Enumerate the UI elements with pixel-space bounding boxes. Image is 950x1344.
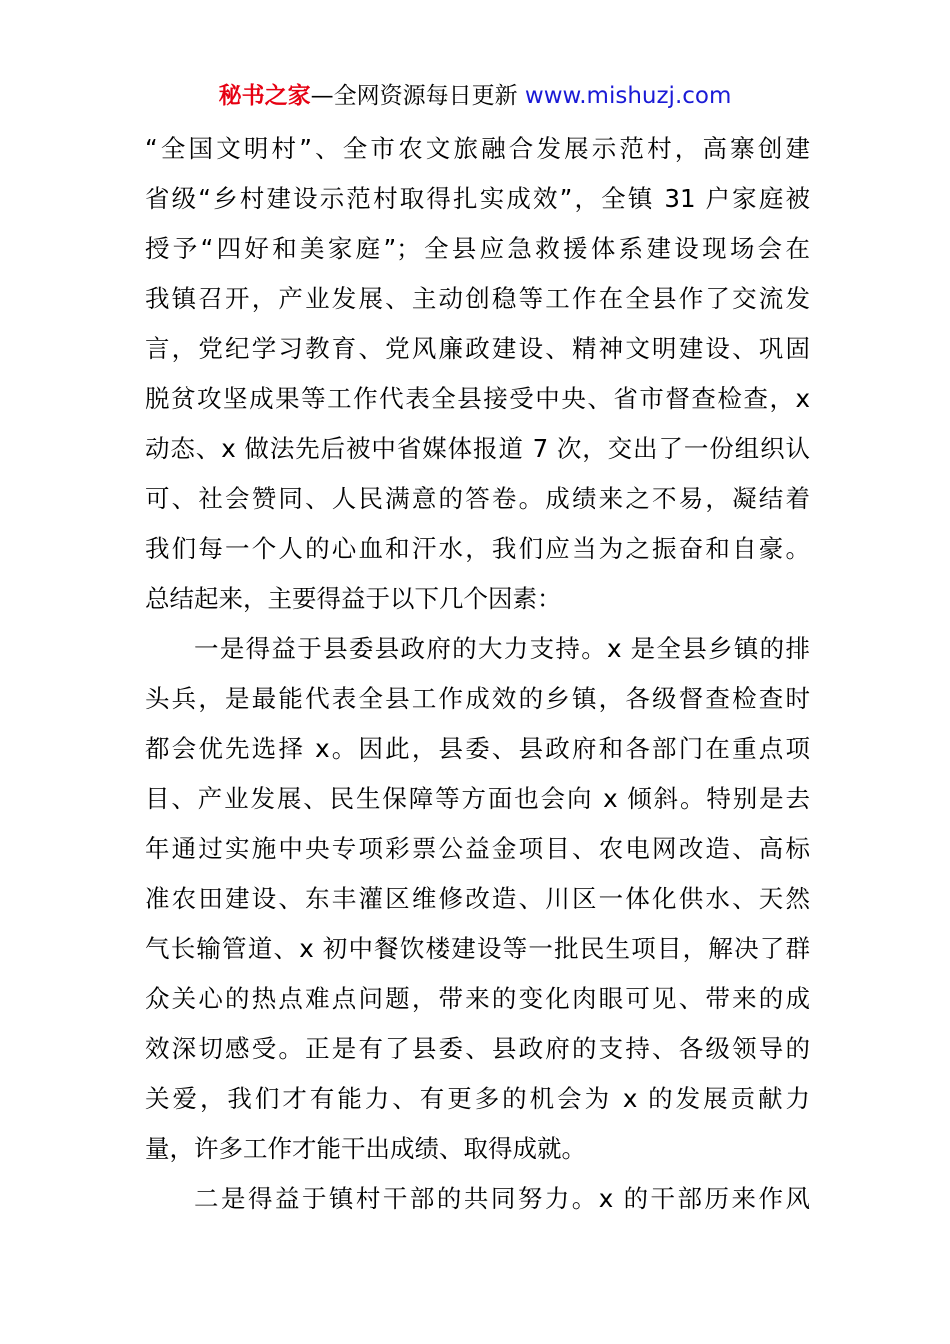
brand-name: 秘书之家: [218, 83, 311, 109]
paragraph-start-line: 一是得益于县委县政府的大力支持。x 是全县乡镇的排: [194, 634, 810, 663]
text-line: 省级“乡村建设示范村取得扎实成效”，全镇 31 户家庭被: [145, 184, 810, 213]
text-line: 动态、x 做法先后被中省媒体报道 7 次，交出了一份组织认: [145, 434, 810, 463]
text-line: 脱贫攻坚成果等工作代表全县接受中央、省市督查检查，x: [145, 384, 810, 413]
text-line: 言，党纪学习教育、党风廉政建设、精神文明建设、巩固: [145, 334, 810, 363]
document-body: [145, 124, 810, 1224]
text-line: 我们每一个人的心血和汗水，我们应当为之振奋和自豪。: [145, 534, 810, 563]
text-line: 效深切感受。正是有了县委、县政府的支持、各级领导的: [145, 1034, 810, 1063]
text-line: 都会优先选择 x。因此，县委、县政府和各部门在重点项: [145, 734, 810, 763]
text-line: 关爱，我们才有能力、有更多的机会为 x 的发展贡献力: [145, 1084, 810, 1113]
text-line: 头兵，是最能代表全县工作成效的乡镇，各级督查检查时: [145, 684, 810, 713]
text-line: 总结起来，主要得益于以下几个因素：: [145, 584, 562, 613]
text-line: 可、社会赞同、人民满意的答卷。成绩来之不易，凝结着: [145, 484, 810, 513]
text-line: 众关心的热点难点问题，带来的变化肉眼可见、带来的成: [145, 984, 810, 1013]
text-line: 授予“四好和美家庭”；全县应急救援体系建设现场会在: [145, 234, 810, 263]
header-tagline: —全网资源每日更新: [310, 83, 525, 109]
text-line: 准农田建设、东丰灌区维修改造、川区一体化供水、天然: [145, 884, 810, 913]
site-url-link[interactable]: www.mishuzj.com: [524, 83, 732, 109]
page-header: [0, 78, 950, 114]
text-line: 目、产业发展、民生保障等方面也会向 x 倾斜。特别是去: [145, 784, 810, 813]
text-line: 我镇召开，产业发展、主动创稳等工作在全县作了交流发: [145, 284, 810, 313]
text-line: 年通过实施中央专项彩票公益金项目、农电网改造、高标: [145, 834, 810, 863]
paragraph-start-line: 二是得益于镇村干部的共同努力。x 的干部历来作风: [194, 1184, 810, 1213]
text-line: 气长输管道、x 初中餐饮楼建设等一批民生项目，解决了群: [145, 934, 810, 963]
text-line: “全国文明村”、全市农文旅融合发展示范村，高寨创建: [145, 134, 810, 163]
text-line: 量，许多工作才能干出成绩、取得成就。: [145, 1134, 586, 1163]
